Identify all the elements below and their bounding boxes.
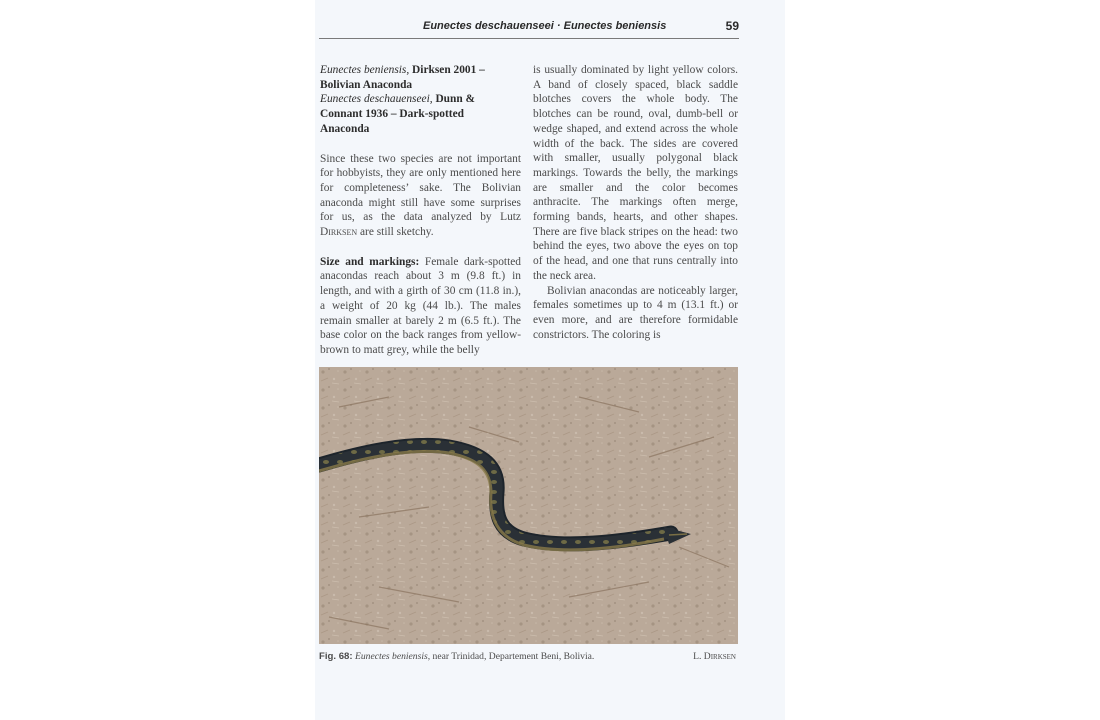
intro-text: Since these two species are not important for hobbyists, they are only mentioned here for completeness’ sake. The Bolivian anaconda might still have some surprises for us, as the data analyzed by Lutz — [320, 152, 521, 224]
heading-common-2b: Anaconda — [320, 122, 370, 135]
heading-common-2a: Connant 1936 – Dark-spotted — [320, 108, 464, 121]
heading-author-1: Dirksen 2001 – — [409, 64, 485, 76]
size-heading: Size and markings: — [320, 255, 420, 268]
bolivian-paragraph: Bolivian anacondas are noticeably larger, females sometimes up to 4 m (13.1 ft.) or even more, and are therefore formidable constrictors. The coloring is — [533, 284, 738, 341]
figure-caption — [319, 651, 738, 662]
heading-species-2: Eunectes deschauenseei, — [320, 93, 433, 106]
heading-species-1: Eunectes beniensis, — [320, 64, 410, 76]
intro-author: Dirksen — [320, 226, 358, 239]
page-number: 59 — [725, 19, 739, 33]
intro-paragraph — [320, 152, 521, 240]
running-header — [319, 20, 739, 39]
figure-location: near Trinidad, Departement Beni, Bolivia. — [430, 651, 595, 662]
anaconda-photo — [319, 367, 738, 644]
coloration-paragraph: is usually dominated by light yellow colors. A band of closely spaced, black saddle blotches covers the whole body. The blotches can be round, oval, dumb-bell or wedge shaped, and extend across the whole width of the back. The sides are covered with smaller, usually polygonal black markings. Towards the belly, the markings are smaller and the color becomes anthracite. The markings often merge, forming bands, hearts, and other shapes. There are five black stripes on the head: two behind the eyes, two above the eyes on top of the head, and one that runs centrally into the neck area. — [533, 64, 738, 282]
size-paragraph — [320, 255, 521, 358]
photo-credit: L. Dirksen — [693, 651, 736, 662]
figure-species: Eunectes beniensis, — [355, 651, 431, 662]
size-text: Female dark-spotted anacondas reach about 3 m (9.8 ft.) in length, and with a girth of 30 cm (11.8 in.), a weight of 20 kg (44 lb.). The males remain smaller at barely 2 m (6.5 ft.). The base color on the back ranges from yellow-brown to matt grey, while the belly — [320, 255, 521, 356]
left-column — [320, 63, 521, 358]
running-title: Eunectes deschauenseei · Eunectes beniensis — [423, 20, 667, 32]
figure-label: Fig. 68: — [319, 651, 353, 662]
right-column — [533, 63, 738, 342]
intro-text-end: are still sketchy. — [357, 226, 434, 239]
species-heading — [320, 63, 521, 137]
heading-author-2: Dunn & — [432, 93, 476, 106]
heading-common-1: Bolivian Anaconda — [320, 78, 413, 91]
anaconda-photo-image — [319, 367, 738, 644]
